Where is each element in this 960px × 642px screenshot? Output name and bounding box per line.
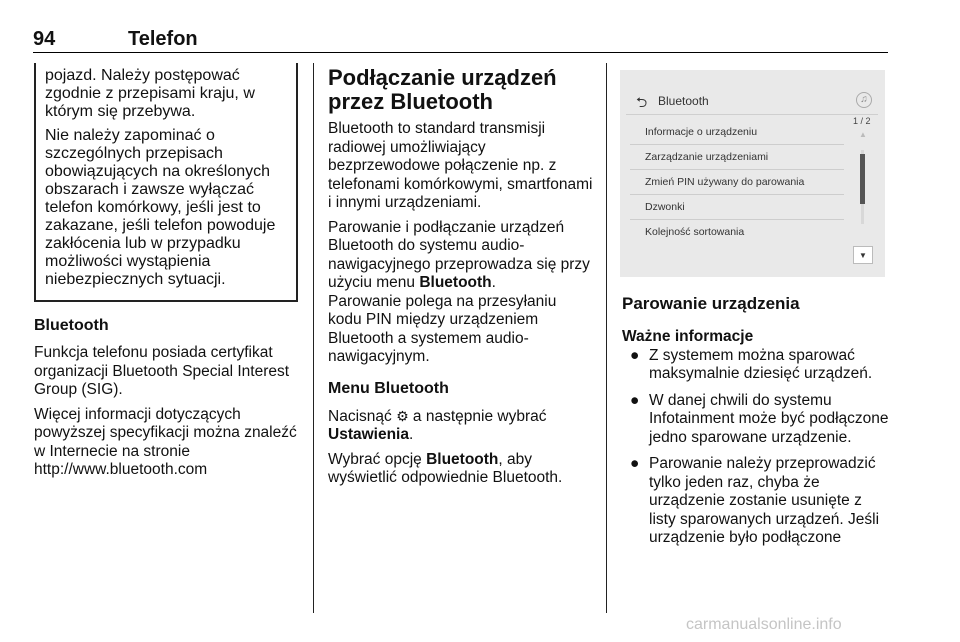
- gear-icon: ⚙: [396, 407, 409, 424]
- screen-menu-list: [630, 120, 844, 244]
- section-heading-pairing: Parowanie urządzenia: [622, 294, 800, 313]
- menu-item[interactable]: Zarządzanie urządzeniami: [630, 145, 844, 170]
- list-item: [622, 455, 890, 548]
- screen-title: Bluetooth: [658, 94, 709, 108]
- right-column: [622, 294, 890, 556]
- scroll-up-icon[interactable]: ▲: [859, 130, 867, 139]
- menu-item[interactable]: Zmień PIN używany do parowania: [630, 170, 844, 195]
- warning-box: [34, 63, 298, 302]
- menu-item[interactable]: Informacje o urządzeniu: [630, 120, 844, 145]
- list-item: [622, 347, 890, 384]
- column-divider: [606, 63, 607, 613]
- list-item: [622, 392, 890, 448]
- back-arrow-icon[interactable]: ⮌: [636, 94, 648, 110]
- text: Parowanie i podłączanie urządzeń Bluetooth do systemu audio-nawigacyjnego przeprowadza się przy użyciu menu: [328, 218, 590, 291]
- text: .: [491, 274, 496, 291]
- menu-item[interactable]: Dzwonki: [630, 195, 844, 220]
- column-divider: [313, 63, 314, 613]
- warning-paragraph: Nie należy zapominać o szczególnych przepisach obowiązujących na określonych obszarach i zawsze wyłączać telefon komórkowy, jeśli jest to zakazane, jeśli telefon powoduje zakłócenia lub w przypadku możliwości wystąpienia niebezpiecznych sytuacji.: [45, 127, 276, 288]
- text: Nacisnąć: [328, 407, 397, 425]
- text: .: [408, 426, 414, 443]
- scrollbar-thumb[interactable]: [860, 154, 865, 204]
- scroll-down-button[interactable]: ▼: [853, 246, 873, 264]
- warning-paragraph: pojazd. Należy postępować zgodnie z przepisami kraju, w którym się przebywa.: [45, 67, 255, 120]
- paragraph: Bluetooth to standard transmisji radiowej umożliwiający bezprzewodowe połączenie np. z telefonami komórkowymi, smartfonami i innymi urządzeniami.: [328, 120, 593, 211]
- header-rule: [33, 52, 888, 53]
- section-heading-bluetooth: Bluetooth: [34, 317, 109, 334]
- bullet-icon: ●: [630, 391, 640, 409]
- text: Parowanie polega na przesyłaniu kodu PIN między urządzeniem Bluetooth a systemem audio-nawigacyjnym.: [328, 292, 557, 365]
- page-header: [33, 28, 887, 50]
- text: , aby wyświetlić odpowiednie Bluetooth.: [328, 450, 563, 486]
- list-item-text: Z systemem można sparować maksymalnie dziesięć urządzeń.: [649, 346, 873, 382]
- subheading-important: Ważne informacje: [622, 328, 754, 345]
- left-column: [34, 316, 302, 486]
- paragraph: [328, 407, 593, 445]
- bullet-list: [622, 347, 890, 548]
- page-indicator: 1 / 2: [853, 116, 871, 126]
- text: Wybrać opcję: [328, 450, 427, 468]
- paragraph: [328, 451, 593, 488]
- menu-term: Bluetooth: [426, 450, 499, 468]
- section-title: Podłączanie urządzeń przez Bluetooth: [328, 65, 557, 114]
- list-item-text: Parowanie należy przeprowadzić tylko jeden raz, chyba że urządzenie zostanie usunięte z listy sparowanych urządzeń. Jeśli urządzenie było podłączone: [649, 455, 880, 546]
- list-item-text: W danej chwili do systemu Infotainment może być podłączone jedno sparowane urządzenie.: [649, 391, 889, 446]
- music-note-icon[interactable]: ♫: [856, 92, 872, 108]
- bullet-icon: ●: [630, 455, 640, 472]
- section-heading-menu: Menu Bluetooth: [328, 379, 449, 397]
- page-number: 94: [33, 28, 56, 50]
- paragraph: [328, 219, 593, 367]
- infotainment-screenshot: [620, 70, 885, 277]
- paragraph: Funkcja telefonu posiada certyfikat organizacji Bluetooth Special Interest Group (SIG).: [34, 344, 290, 398]
- chapter-title: Telefon: [128, 28, 198, 50]
- screen-title-bar: [626, 90, 878, 115]
- text: a następnie wybrać: [408, 407, 547, 425]
- bullet-icon: ●: [630, 346, 640, 364]
- menu-item[interactable]: Kolejność sortowania: [645, 226, 745, 238]
- menu-term: Bluetooth: [419, 274, 492, 291]
- watermark: carmanualsonline.info: [686, 616, 842, 633]
- menu-term: Ustawienia: [328, 426, 409, 443]
- paragraph: Więcej informacji dotyczących powyższej specyfikacji można znaleźć w Internecie na stronie http://www.bluetooth.com: [34, 405, 297, 478]
- middle-column: [328, 66, 593, 494]
